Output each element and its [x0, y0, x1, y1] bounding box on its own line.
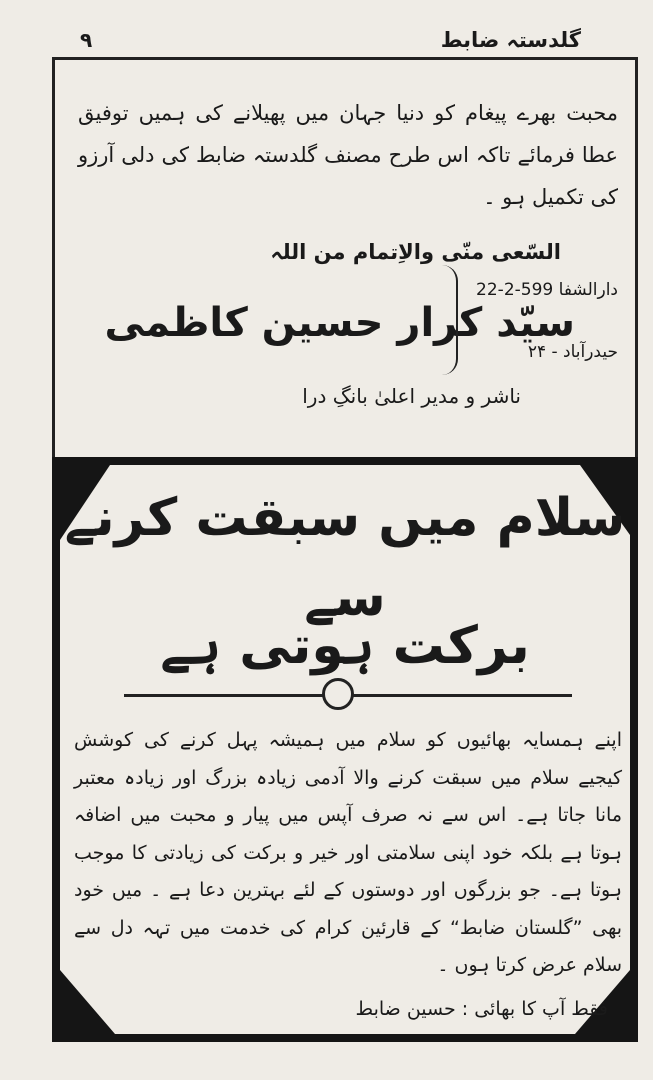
page-number: ۹: [80, 28, 93, 52]
running-title: گلدستہ ضابط: [440, 28, 581, 52]
invocation-line: السّعی منّی والاِتمام من اللہ: [270, 240, 561, 264]
address-line-2: حیدرآباد - ۲۴: [527, 342, 618, 362]
headline-line-1: سلام میں سبقت کرنے سے: [64, 488, 626, 628]
intro-paragraph: محبت بھرے پیغام کو دنیا جہان میں پھیلانے کی ہمیں توفیق عطا فرمائے تاکہ اس طرح مصنف گلدستہ ضابط کی دلی آرزو کی تکمیل ہو ۔: [78, 101, 618, 209]
author-role: ناشر و مدیر اعلیٰ بانگِ درا: [302, 384, 521, 408]
author-name: سیّد کرار حسین کاظمی: [104, 300, 575, 346]
divider-ornament: [322, 678, 354, 710]
headline-line-2: برکت ہوتی ہے: [160, 616, 530, 676]
address-line-1: دارالشفا 599-2-22: [476, 280, 618, 300]
article-body: اپنے ہمسایہ بھائیوں کو سلام میں ہمیشہ پہل کرنے کی کوشش کیجیے سلام میں سبقت کرنے والا آدمی زیادہ بزرگ اور زیادہ معتبر مانا جاتا ہے۔ اس سے نہ صرف آپس میں پیار و محبت میں اضافہ ہوتا ہے بلکہ خود اپنی سلامتی اور خیر و برکت کی زیادتی کا موجب ہوتا ہے۔ جو بزرگوں اور دوستوں کے لئے بہترین دعا ہے ۔ میں خود بھی ”گلستان ضابط“ کے قارئین کرام کی خدمت میں تہہ دل سے سلام عرض کرتا ہوں ۔: [74, 729, 622, 976]
signoff: فقط آپ کا بھائی : حسین ضابط: [355, 998, 608, 1020]
